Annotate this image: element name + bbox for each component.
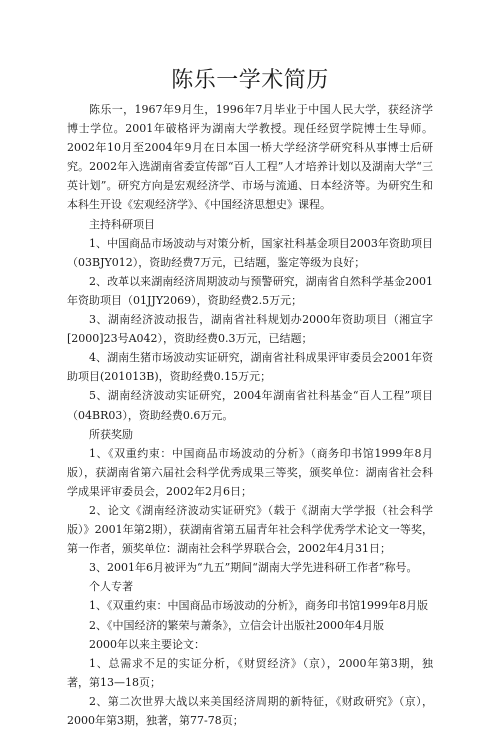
book-item: 1、《双重约束：中国商品市场波动的分析》，商务印书馆1999年8月版 — [89, 599, 428, 613]
papers-heading: 2000年以来主要论文： — [89, 637, 205, 651]
research-heading: 主持科研项目 — [89, 217, 155, 231]
research-item: 1、中国商品市场波动与对策分析，国家社科基金项目2003年资助项目（03BJY012），资助经费7万元，已结题，鉴定等级为良好； — [67, 236, 433, 269]
award-item: 2、论文《湖南经济波动实证研究》（载于《湖南大学学报（社会科学版）》2001年第2期），获湖南省第五届青年社会科学优秀学术论文一等奖，第一作者，颁奖单位：湖南社会科学界联合会，2002年4月31日； — [67, 503, 433, 556]
research-item: 2、改革以来湖南经济周期波动与预警研究，湖南省自然科学基金2001年资助项目（01JJY2069），资助经费2.5万元； — [67, 274, 433, 307]
research-item: 5、湖南经济波动实证研究，2004年湖南省社科基金“百人工程”项目（04BR03），资助经费0.6万元。 — [67, 389, 433, 422]
document-body — [67, 100, 433, 730]
intro-paragraph: 陈乐一，1967年9月生，1996年7月毕业于中国人民大学，获经济学博士学位。2001年破格评为湖南大学教授。现任经贸学院博士生导师。2002年10月至2004年9月在日本国一桥大学经济学研究科从事博士后研究。2002年入选湖南省委宣传部“百人工程”人才培养计划以及湖南大学“三英计划”。研究方向是宏观经济学、市场与流通、日本经济等。为研究生和本科生开设《宏观经济学》、《中国经济思想史》课程。 — [67, 103, 433, 212]
awards-heading: 所获奖励 — [89, 427, 133, 441]
paper-item: 2、第二次世界大战以来美国经济周期的新特征，《财政研究》（京），2000年第3期，独著，第77-78页； — [67, 694, 433, 727]
award-item: 1、《双重约束：中国商品市场波动的分析》（商务印书馆1999年8月版），获湖南省第六届社会科学优秀成果三等奖，颁奖单位：湖南省社会科学成果评审委员会，2002年2月6日； — [67, 446, 433, 498]
research-item: 3、湖南经济波动报告，湖南省社科规划办2000年资助项目（湘宣字[2000]23号A042），资助经费0.3万元，已结题； — [67, 313, 433, 346]
paper-item: 1、总需求不足的实证分析，《财贸经济》（京），2000年第3期，独著，第13—18页； — [67, 656, 433, 689]
books-heading: 个人专著 — [89, 580, 133, 594]
research-item: 4、湖南生猪市场波动实证研究，湖南省社科成果评审委员会2001年资助项目(201013B)，资助经费0.15万元； — [67, 351, 433, 384]
document-title: 陈乐一学术简历 — [171, 68, 329, 93]
award-item: 3、2001年6月被评为“九五”期间“湖南大学先进科研工作者”称号。 — [89, 561, 418, 575]
book-item: 2、《中国经济的繁荣与萧条》，立信会计出版社2000年4月版 — [89, 618, 384, 632]
